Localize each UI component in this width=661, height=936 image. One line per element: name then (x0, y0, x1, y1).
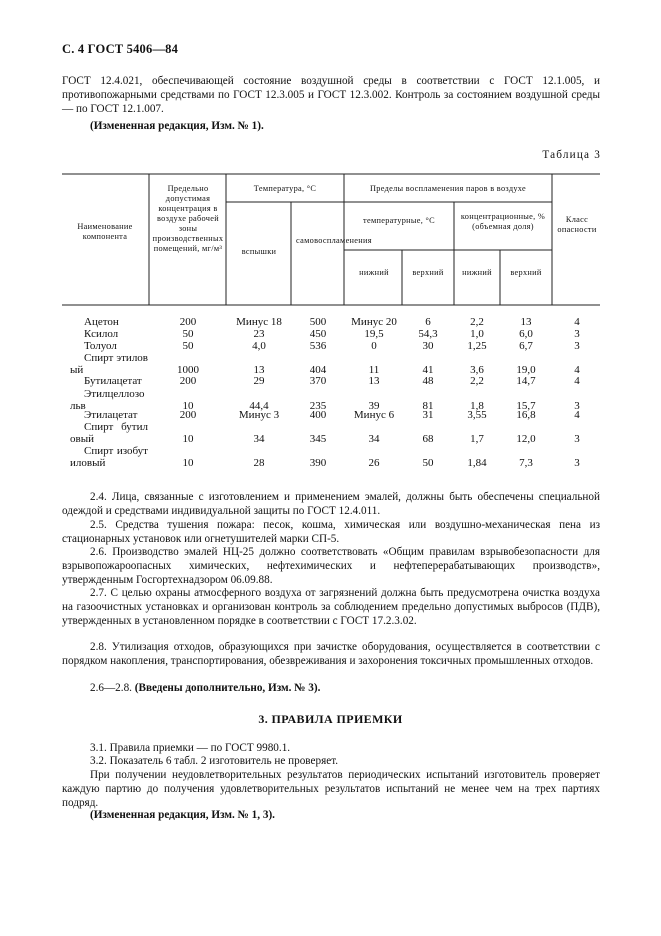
paragraph-2-5: 2.5. Средства тушения пожара: песок, кошма, химическая или воздушно-механическая пена из стационарных установок или огнетушителей марки СП-5. (62, 519, 600, 545)
table-cell-tl: 13 (368, 375, 380, 387)
table-cell-cu: 6,7 (519, 340, 533, 352)
table-cell-self: 404 (309, 364, 327, 376)
table-cell-cu: 13 (520, 316, 532, 328)
paragraph-2-4: 2.4. Лица, связанные с изготовлением и применением эмалей, должны быть обеспечены специальной одеждой и средствами индивидуальной защиты по ГОСТ 12.4.011. (62, 491, 600, 517)
amendment-note: (Введены дополнительно, Изм. № 3). (134, 682, 321, 694)
table-cell-cls: 3 (574, 328, 580, 340)
table-cell-cls: 3 (574, 457, 580, 469)
table-cell-flash: 34 (253, 433, 265, 445)
table-cell-cls: 3 (574, 340, 580, 352)
table-cell-cu: 7,3 (519, 457, 533, 469)
table-cell-pdk: 50 (182, 328, 194, 340)
table-cell-cls: 4 (574, 316, 580, 328)
th-upper-conc: верхний (510, 268, 542, 277)
table-cell-cl: 1,25 (467, 340, 487, 352)
table-cell-self: 450 (309, 328, 327, 340)
table-cell-tl: 39 (368, 400, 380, 412)
table-cell-cl: 1,84 (467, 457, 487, 469)
section-3-title: 3. ПРАВИЛА ПРИЕМКИ (258, 712, 403, 726)
th-limits-temp: температурные, °С (363, 216, 435, 225)
table-cell-tl: 11 (368, 364, 380, 376)
table-cell-cls: 3 (574, 433, 580, 445)
table-cell-tl: 26 (368, 457, 380, 469)
table-cell-tu: 54,3 (418, 328, 438, 340)
table-cell-cl: 1,0 (470, 328, 484, 340)
table-cell-component: Ацетон (84, 316, 119, 328)
table-cell-self: 370 (309, 375, 327, 387)
th-limits-conc: концентрационные, % (объемная доля) (460, 212, 546, 231)
table-cell-tl: 0 (371, 340, 377, 352)
page-header: С. 4 ГОСТ 5406—84 (62, 42, 179, 56)
section-3-amendment: (Измененная редакция, Изм. № 1, 3). (90, 809, 275, 821)
table-cell-pdk: 200 (179, 316, 197, 328)
table-cell-self: 345 (309, 433, 327, 445)
table-cell-cls: 4 (574, 364, 580, 376)
th-hazard-class: Класс опасности (557, 215, 597, 234)
table-cell-cl: 3,6 (470, 364, 484, 376)
table-cell-component: Этилацетат (84, 409, 138, 421)
table-cell-component: Спирт изобутиловый (70, 445, 148, 469)
table-cell-cl: 2,2 (470, 375, 484, 387)
paragraph-range: 2.6—2.8. (90, 682, 132, 694)
th-flash: вспышки (241, 247, 277, 256)
table-cell-self: 400 (309, 409, 327, 421)
table-cell-tu: 30 (422, 340, 434, 352)
paragraph-2-7: 2.7. С целью охраны атмосферного воздуха от загрязнений должна быть предусмотрена очистка воздуха на газоочистных установках и организован контроль за соблюдением предельно допустимых выбросов (ПДВ), утвержденных в установленном порядке в соответствии с ГОСТ 17.2.3.02. (62, 587, 600, 627)
paragraph-3-2: 3.2. Показатель 6 табл. 2 изготовитель не проверяет. (90, 755, 339, 767)
paragraph-3-1: 3.1. Правила приемки — по ГОСТ 9980.1. (90, 742, 291, 754)
th-self-ignition: самовоспламенения (296, 236, 372, 245)
th-name: Наименование компонента (77, 222, 133, 241)
table-cell-cu: 14,7 (516, 375, 536, 387)
table-cell-flash: 29 (253, 375, 265, 387)
table-cell-pdk: 200 (179, 375, 197, 387)
table-cell-flash: Минус 18 (236, 316, 282, 328)
th-temperature: Температура, °С (253, 184, 317, 193)
table-cell-cu: 19,0 (516, 364, 536, 376)
table-cell-tu: 68 (422, 433, 434, 445)
table-cell-tl: Минус 20 (351, 316, 397, 328)
th-lower-temp: нижний (359, 268, 389, 277)
table-cell-component: Ксилол (84, 328, 119, 340)
table-cell-flash: Минус 3 (238, 409, 280, 421)
table-cell-cl: 1,7 (470, 433, 484, 445)
table-cell-tu: 81 (422, 400, 434, 412)
paragraph-2-6: 2.6. Производство эмалей НЦ-25 должно соответствовать «Общим правилам взрывобезопасности для взрывопожароопасных химических, нефтехимических и нефтеперерабатывающих производств», утвержденным Госгортехнадзором 06.09.88. (62, 546, 600, 586)
table-cell-cls: 3 (574, 400, 580, 412)
table-cell-tu: 6 (425, 316, 431, 328)
th-limits: Пределы воспламенения паров в воздухе (369, 184, 527, 193)
paragraph-3-2-continued: При получении неудовлетворительных результатов периодических испытаний изготовитель проверяет каждую партию до получения удовлетворительных результатов испытаний не менее чем на трех партиях подряд. (62, 769, 600, 809)
paragraph-2-6-2-8 (62, 681, 600, 695)
table-cell-cu: 15,7 (516, 400, 536, 412)
table-cell-tl: 34 (368, 433, 380, 445)
table-cell-cl: 3,55 (467, 409, 487, 421)
th-pdk: Предельно допустимая концентрация в воздухе рабочей зоны производственных помещений, мг/м³ (152, 184, 224, 253)
table-cell-tu: 31 (422, 409, 434, 421)
table-cell-pdk: 200 (179, 409, 197, 421)
table-cell-self: 500 (309, 316, 327, 328)
table-cell-cls: 4 (574, 409, 580, 421)
th-lower-conc: нижний (462, 268, 492, 277)
intro-paragraph: ГОСТ 12.4.021, обеспечивающей состояние воздушной среды в соответствии с ГОСТ 12.1.005, и противопожарными средствами по ГОСТ 12.3.005 и ГОСТ 12.3.002. Контроль за состоянием воздушной среды — по ГОСТ 12.1.007. (62, 75, 600, 115)
table-cell-self: 536 (309, 340, 327, 352)
table-cell-self: 390 (309, 457, 327, 469)
table-cell-cls: 4 (574, 375, 580, 387)
table-cell-self: 235 (309, 400, 327, 412)
table-cell-flash: 4,0 (252, 340, 266, 352)
table-cell-pdk: 1000 (177, 364, 199, 376)
paragraph-2-8: 2.8. Утилизация отходов, образующихся при зачистке оборудования, осуществляется в соответствии с порядком накопления, транспортирования, обезвреживания и захоронения токсичных промышленных отходов. (62, 641, 600, 667)
table-cell-flash: 23 (253, 328, 265, 340)
table-cell-tl: Минус 6 (353, 409, 395, 421)
table-cell-cu: 16,8 (516, 409, 536, 421)
table-cell-component: Этилцеллозольв (70, 388, 145, 412)
table-cell-flash: 44,4 (249, 400, 269, 412)
table-cell-pdk: 10 (182, 457, 194, 469)
intro-amendment: (Измененная редакция, Изм. № 1). (90, 120, 264, 132)
table-cell-cu: 12,0 (516, 433, 536, 445)
table-cell-tu: 41 (422, 364, 434, 376)
table-cell-component: Спирт бутиловый (70, 421, 148, 445)
table-caption: Таблица 3 (542, 149, 601, 161)
table-cell-component: Спирт этиловый (70, 352, 148, 376)
table-cell-tu: 50 (422, 457, 434, 469)
table-cell-component: Толуол (84, 340, 117, 352)
table-cell-cl: 2,2 (470, 316, 484, 328)
table-cell-component: Бутилацетат (84, 375, 142, 387)
table-cell-tu: 48 (422, 375, 434, 387)
table-cell-flash: 13 (253, 364, 265, 376)
th-upper-temp: верхний (412, 268, 444, 277)
table-cell-pdk: 50 (182, 340, 194, 352)
table-cell-flash: 28 (253, 457, 265, 469)
table-cell-pdk: 10 (182, 433, 194, 445)
table-cell-pdk: 10 (182, 400, 194, 412)
table-cell-tl: 19,5 (364, 328, 384, 340)
table-cell-cu: 6,0 (519, 328, 533, 340)
table-cell-cl: 1,8 (470, 400, 484, 412)
